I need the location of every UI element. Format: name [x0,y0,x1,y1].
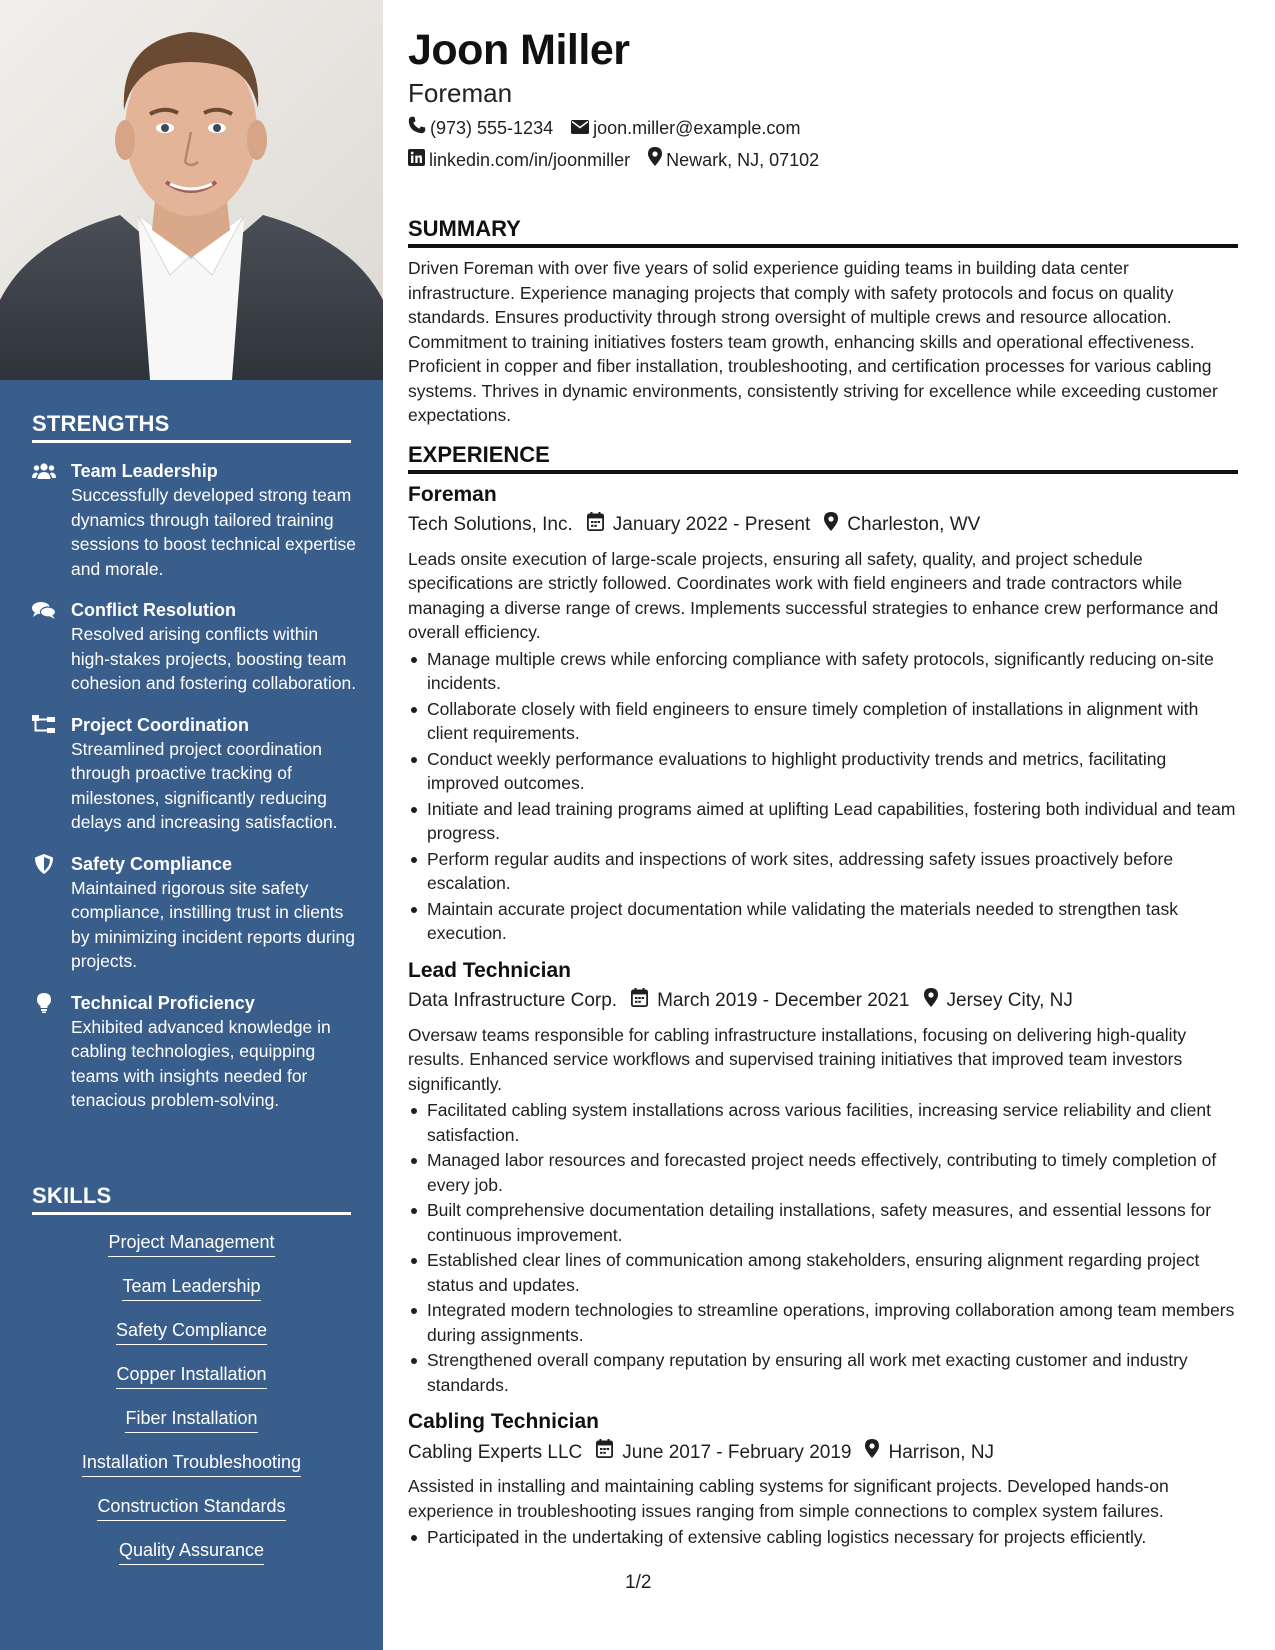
job-dates [631,988,909,1015]
contact-linkedin[interactable] [408,148,630,172]
job-location [824,512,980,539]
strength-item [32,598,357,696]
skill-item: Copper Installation [116,1362,266,1389]
job-location-text: Jersey City, NJ [946,990,1073,1011]
sidebar [0,0,383,1650]
profile-photo [0,0,383,380]
strength-title: Safety Compliance [71,853,233,874]
map-pin-icon [924,988,947,1015]
list-item: Participated in the undertaking of extensive cabling logistics necessary for projects efficiently. [408,1525,1238,1550]
job-dates [587,512,811,539]
job-meta [408,1439,1238,1466]
location-text: Newark, NJ, 07102 [666,149,820,170]
job-company: Tech Solutions, Inc. [408,514,573,535]
list-item: Strengthened overall company reputation by ensuring all work met exacting customer and industry standards. [408,1348,1238,1397]
job-bullets [408,1098,1238,1397]
list-item: Perform regular audits and inspections of work sites, addressing safety issues proactively before escalation. [408,847,1238,896]
job-position: Cabling Technician [408,1410,599,1433]
list-item: Facilitated cabling system installations across various facilities, increasing service reliability and client satisfaction. [408,1098,1238,1147]
job-meta [408,988,1238,1015]
contact-row-2 [408,147,1238,172]
calendar-icon [631,988,657,1015]
candidate-name: Joon Miller [408,26,630,74]
list-item: Built comprehensive documentation detailing installations, safety measures, and essential lessons for continuous improvement. [408,1198,1238,1247]
job-entry [408,958,1238,1398]
linkedin-icon [408,148,429,172]
calendar-icon [596,1439,622,1466]
page-number: 1/2 [625,1572,652,1593]
job-title: Foreman [408,78,513,108]
strength-title: Team Leadership [71,461,218,481]
list-item: Maintain accurate project documentation while validating the materials needed to strengthen task execution. [408,897,1238,946]
list-item: Integrated modern technologies to streamline operations, improving collaboration among team members during assignments. [408,1298,1238,1347]
experience-section [408,442,1238,1550]
job-description: Assisted in installing and maintaining cabling systems for significant projects. Developed hands-on experience in troubleshooting issues ranging from simple connections to complex system failures. [408,1476,1169,1521]
strength-item [32,852,357,974]
strength-item [32,459,357,581]
phone-icon [408,116,430,140]
strength-description: Resolved arising conflicts within high-stakes projects, boosting team cohesion and fostering collaboration. [71,624,357,693]
job-meta [408,512,1238,539]
strength-item [32,713,357,835]
skill-item: Project Management [108,1230,274,1257]
summary-section [408,216,1238,428]
job-company: Data Infrastructure Corp. [408,990,618,1011]
map-pin-icon [824,512,847,539]
strength-description: Exhibited advanced knowledge in cabling technologies, equipping teams with insights needed for tenacious problem-solving. [71,1016,331,1110]
job-location-text: Harrison, NJ [888,1441,995,1463]
map-pin-icon [648,147,666,172]
job-dates-text: January 2022 - Present [612,514,811,535]
skill-item: Installation Troubleshooting [82,1450,301,1477]
job-location-text: Charleston, WV [847,514,981,535]
contact-phone[interactable] [408,116,553,140]
skills-heading: SKILLS [32,1183,351,1215]
job-company: Cabling Experts LLC [408,1441,583,1463]
skill-item: Quality Assurance [119,1538,264,1565]
comments-icon [32,600,56,620]
summary-text: Driven Foreman with over five years of solid experience guiding teams in building data center infrastructure. Experience managing projects that comply with safety protocols and focus on quality standards. Ensures productivity through strong oversight of multiple crews and resource allocation. Commitment to training initiatives fosters team growth, enhancing skills and operational effectiveness. Proficient in copper and fiber installation, troubleshooting, and certification processes for various cabling systems. Thrives in dynamic environments, consistently striving for excellence while exceeding customer expectations. [408,258,1218,425]
strength-title: Technical Proficiency [71,992,255,1013]
job-dates-text: March 2019 - December 2021 [657,990,910,1011]
linkedin-url: linkedin.com/in/joonmiller [429,149,631,170]
job-bullets [408,1525,1238,1550]
job-description: Oversaw teams responsible for cabling infrastructure installations, focusing on delivering high-quality results. Enhanced service workflows and supervised training initiatives that improved team investors significantly. [408,1024,1187,1094]
job-dates [596,1439,851,1466]
summary-heading: SUMMARY [408,216,1238,248]
envelope-icon [571,116,593,140]
job-bullets [408,647,1238,946]
list-item: Manage multiple crews while enforcing compliance with safety protocols, significantly reducing on-site incidents. [408,647,1238,696]
skill-item: Safety Compliance [116,1318,267,1345]
job-location [865,1439,994,1466]
main-content [408,24,1238,1551]
job-position: Lead Technician [408,958,571,982]
phone-number: (973) 555-1234 [430,118,554,138]
contact-row [408,116,1238,140]
strength-title: Conflict Resolution [71,600,236,620]
skills-list [32,1230,351,1582]
contact-email[interactable] [571,116,800,140]
strength-description: Maintained rigorous site safety compliance, instilling trust in clients by minimizing incident reports during projects. [71,877,356,971]
skill-item: Construction Standards [97,1494,285,1521]
strength-description: Streamlined project coordination through proactive tracking of milestones, significantly reducing delays and increasing satisfaction. [71,738,338,832]
job-entry [408,1409,1238,1550]
skill-item: Fiber Installation [125,1406,257,1433]
users-icon [32,461,56,481]
strength-title: Project Coordination [71,714,250,735]
job-position: Foreman [408,482,497,506]
strength-description: Successfully developed strong team dynamics through tailored training sessions to boost technical expertise and morale. [71,485,357,579]
strengths-list [32,459,357,1130]
list-item: Conduct weekly performance evaluations to highlight productivity trends and metrics, facilitating improved outcomes. [408,747,1238,796]
sitemap-icon [32,715,56,735]
lightbulb-icon [32,993,56,1013]
strengths-heading: STRENGTHS [32,411,351,443]
job-location [924,988,1073,1015]
job-dates-text: June 2017 - February 2019 [622,1441,852,1463]
shield-icon [32,854,56,874]
job-entry [408,482,1238,946]
job-description: Leads onsite execution of large-scale projects, ensuring all safety, quality, and project schedule specifications are strictly followed. Coordinates work with field engineers and trade contractors while managing a diverse range of crews. Implements successful strategies to enhance crew performance and overall efficiency. [408,548,1219,642]
list-item: Collaborate closely with field engineers to ensure timely completion of installations in alignment with client requirements. [408,697,1238,746]
email-address: joon.miller@example.com [593,118,801,138]
map-pin-icon [865,1439,888,1466]
skill-item: Team Leadership [122,1274,260,1301]
strength-item [32,991,357,1113]
list-item: Established clear lines of communication among stakeholders, ensuring alignment regarding project status and updates. [408,1248,1238,1297]
contact-location [648,147,819,172]
experience-heading: EXPERIENCE [408,442,1238,474]
calendar-icon [587,512,613,539]
list-item: Initiate and lead training programs aimed at uplifting Lead capabilities, fostering both individual and team progress. [408,797,1238,846]
list-item: Managed labor resources and forecasted project needs effectively, contributing to timely completion of every job. [408,1148,1238,1197]
